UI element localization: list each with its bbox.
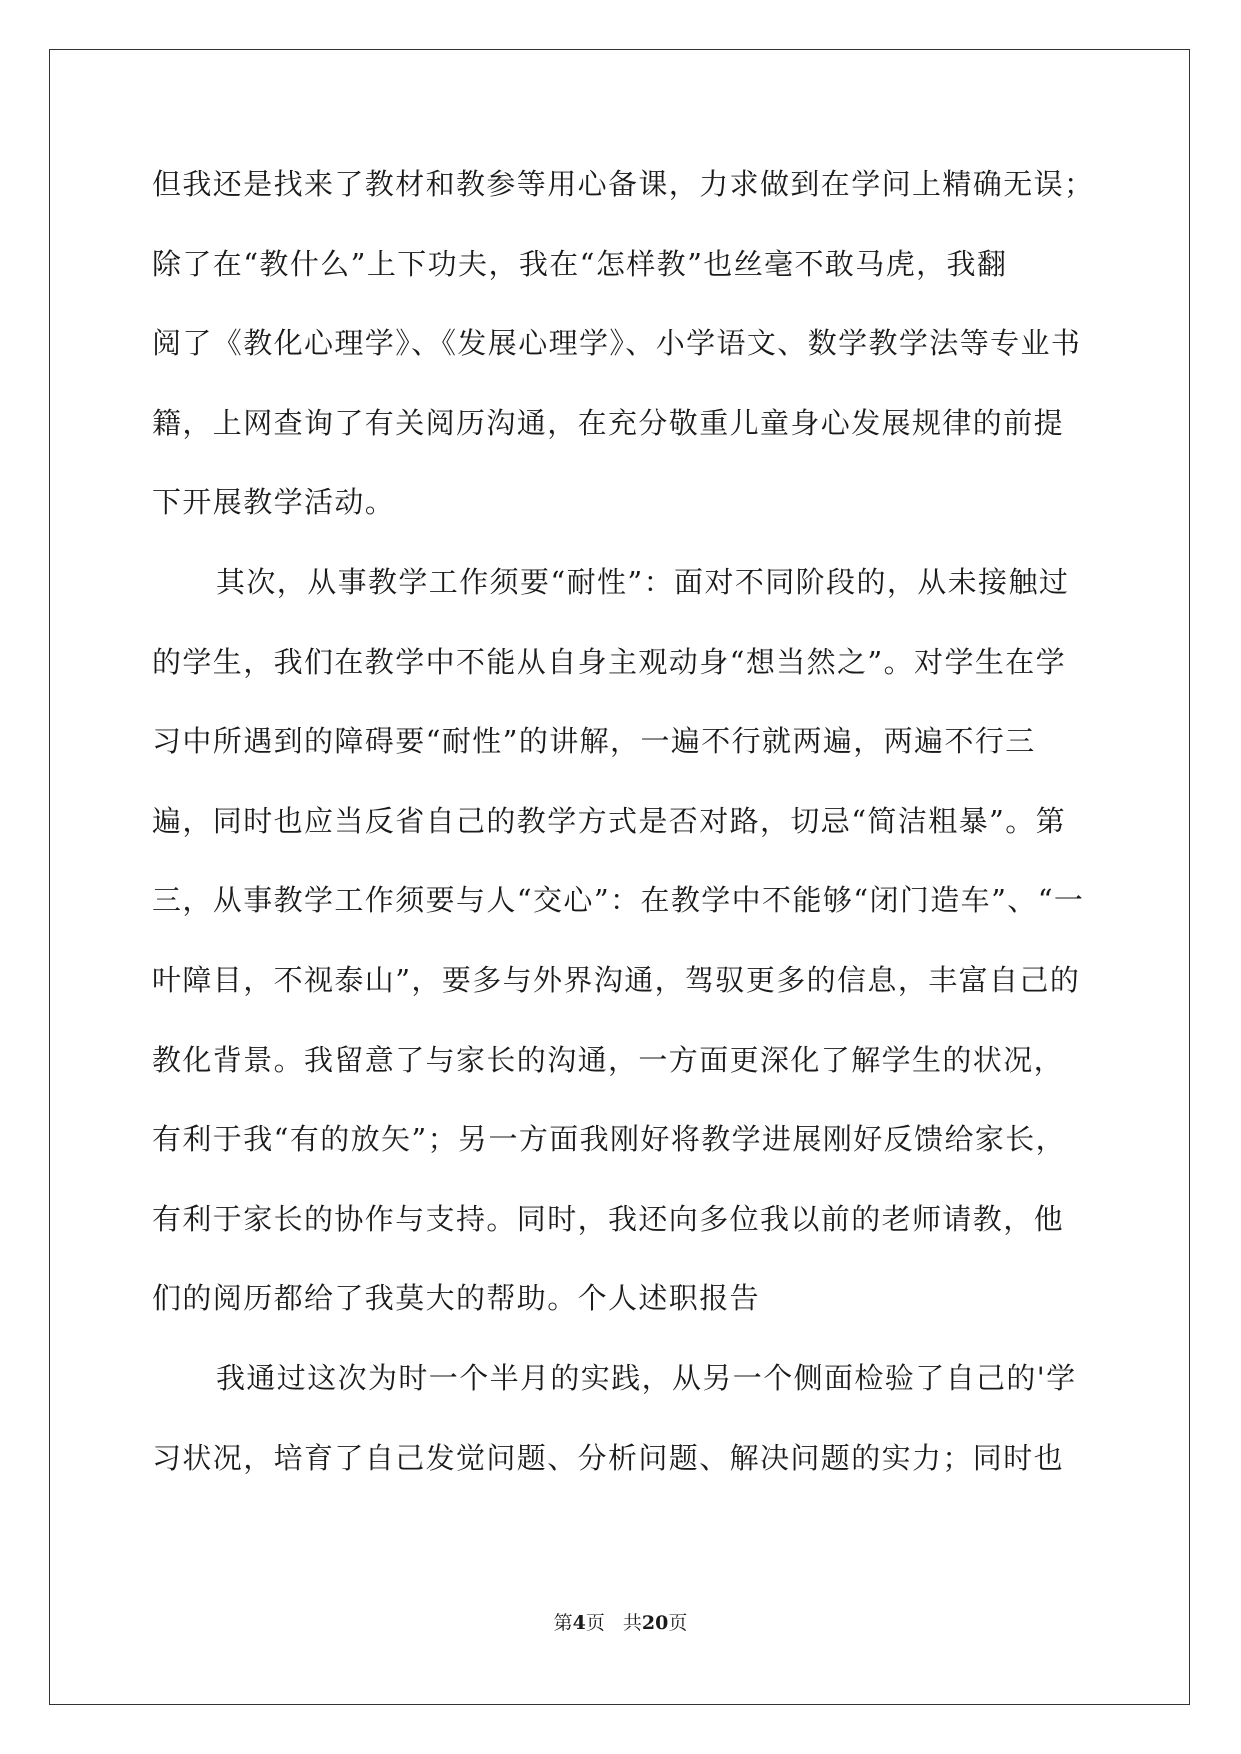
text-line: 三，从事教学工作须要与人“交心”：在教学中不能够“闭门造车”、“一 [152, 883, 1085, 918]
text-line: 教化背景。我留意了与家长的沟通，一方面更深化了解学生的状况， [152, 1042, 1065, 1077]
page-footer [0, 1608, 1241, 1635]
text-line: 除了在“教什么”上下功夫，我在“怎样教”也丝毫不敢马虎，我翻 [152, 246, 1008, 281]
text-line: 下开展教学活动。 [152, 485, 396, 520]
text-line: 有利于家长的协作与支持。同时，我还向多位我以前的老师请教，他 [152, 1201, 1065, 1236]
text-line: 的学生，我们在教学中不能从自身主观动身“想当然之”。对学生在学 [152, 644, 1067, 679]
text-line: 有利于我“有的放矢”；另一方面我刚好将教学进展刚好反馈给家长， [152, 1122, 1067, 1157]
paragraph-start-line: 其次，从事教学工作须要“耐性”：面对不同阶段的，从未接触过 [216, 564, 1070, 599]
total-pages: 20 [641, 1612, 669, 1634]
page-number: 4 [572, 1612, 586, 1634]
text-line: 遍，同时也应当反省自己的教学方式是否对路，切忌“简洁粗暴”。第 [152, 803, 1067, 838]
text-line: 籍，上网查询了有关阅历沟通，在充分敬重儿童身心发展规律的前提 [152, 405, 1065, 440]
paragraph-start-line: 我通过这次为时一个半月的实践，从另一个侧面检验了自己的'学 [216, 1360, 1077, 1395]
total-suffix: 页 [668, 1612, 688, 1634]
document-body [152, 160, 1095, 1513]
text-line: 阅了《教化心理学》、《发展心理学》、小学语文、数学教学法等专业书 [152, 326, 1082, 361]
text-line: 习状况，培育了自己发觉问题、分析问题、解决问题的实力；同时也 [152, 1440, 1065, 1475]
text-line: 习中所遇到的障碍要“耐性”的讲解，一遍不行就两遍，两遍不行三 [152, 724, 1036, 759]
page-suffix: 页 [585, 1612, 605, 1634]
text-line: 但我还是找来了教材和教参等用心备课，力求做到在学问上精确无误； [152, 167, 1095, 201]
total-prefix: 共 [622, 1612, 642, 1634]
page-prefix: 第 [553, 1612, 573, 1634]
text-line: 们的阅历都给了我莫大的帮助。个人述职报告 [152, 1281, 761, 1316]
text-line: 叶障目，不视泰山”，要多与外界沟通，驾驭更多的信息，丰富自己的 [152, 962, 1081, 997]
